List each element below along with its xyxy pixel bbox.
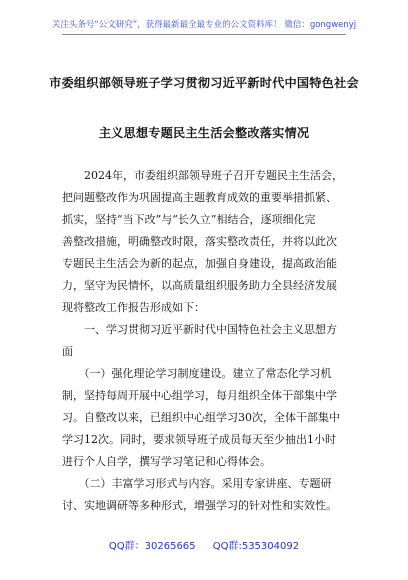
footer-qq-group-2: QQ群:535304092: [212, 541, 300, 552]
body-line: 善整改措施，明确整改时限，落实整改责任，并将以此次: [62, 235, 337, 248]
header-banner: 关注头条号“公文研究”，获得最新最全最专业的公文资料库！ 微信：gongwenyj: [51, 20, 357, 30]
document-title-line-1: 市委组织部领导班子学习贯彻习近平新时代中国特色社会: [49, 76, 359, 90]
section-heading-line: 面: [62, 345, 73, 358]
footer-qq-group-1: QQ群：30265665: [108, 541, 196, 552]
body-line: 抓实，坚持“当下改”与“长久立”相结合，逐项细化完: [62, 213, 316, 226]
footer-contacts: [0, 537, 408, 552]
header-divider: [62, 34, 346, 35]
body-line: （二）丰富学习形式与内容。采用专家讲座、专题研: [62, 477, 332, 490]
body-line: 制，坚持每周开展中心组学习，每月组织全体干部集中学: [62, 389, 337, 402]
body-line: 力，坚守为民情怀，以高质量组织服务助力全县经济发展: [62, 279, 337, 292]
body-line: 进行个人自学，撰写学习笔记和心得体会。: [62, 455, 271, 468]
body-line: 把问题整改作为巩固提高主题教育成效的重要举措抓紧、: [62, 191, 337, 204]
body-line: （一）强化理论学习制度建设。建立了常态化学习机: [62, 367, 332, 380]
body-line: 2024年，市委组织部领导班子召开专题民主生活会，: [62, 169, 343, 182]
body-line: 习。自整改以来，已组织中心组学习30次，全体干部集中: [62, 411, 340, 424]
document-title-line-2: 主义思想专题民主生活会整改落实情况: [98, 126, 310, 140]
body-line: 专题民主生活会为新的起点，加强自身建设，提高政治能: [62, 257, 337, 270]
body-line: 现将整改工作报告形成如下：: [62, 301, 205, 314]
body-line: 讨、实地调研等多种形式，增强学习的针对性和实效性。: [62, 499, 337, 512]
section-heading-line: 一、学习贯彻习近平新时代中国特色社会主义思想方: [62, 323, 337, 336]
body-line: 学习12次。同时，要求领导班子成员每天至少抽出1小时: [62, 433, 336, 446]
